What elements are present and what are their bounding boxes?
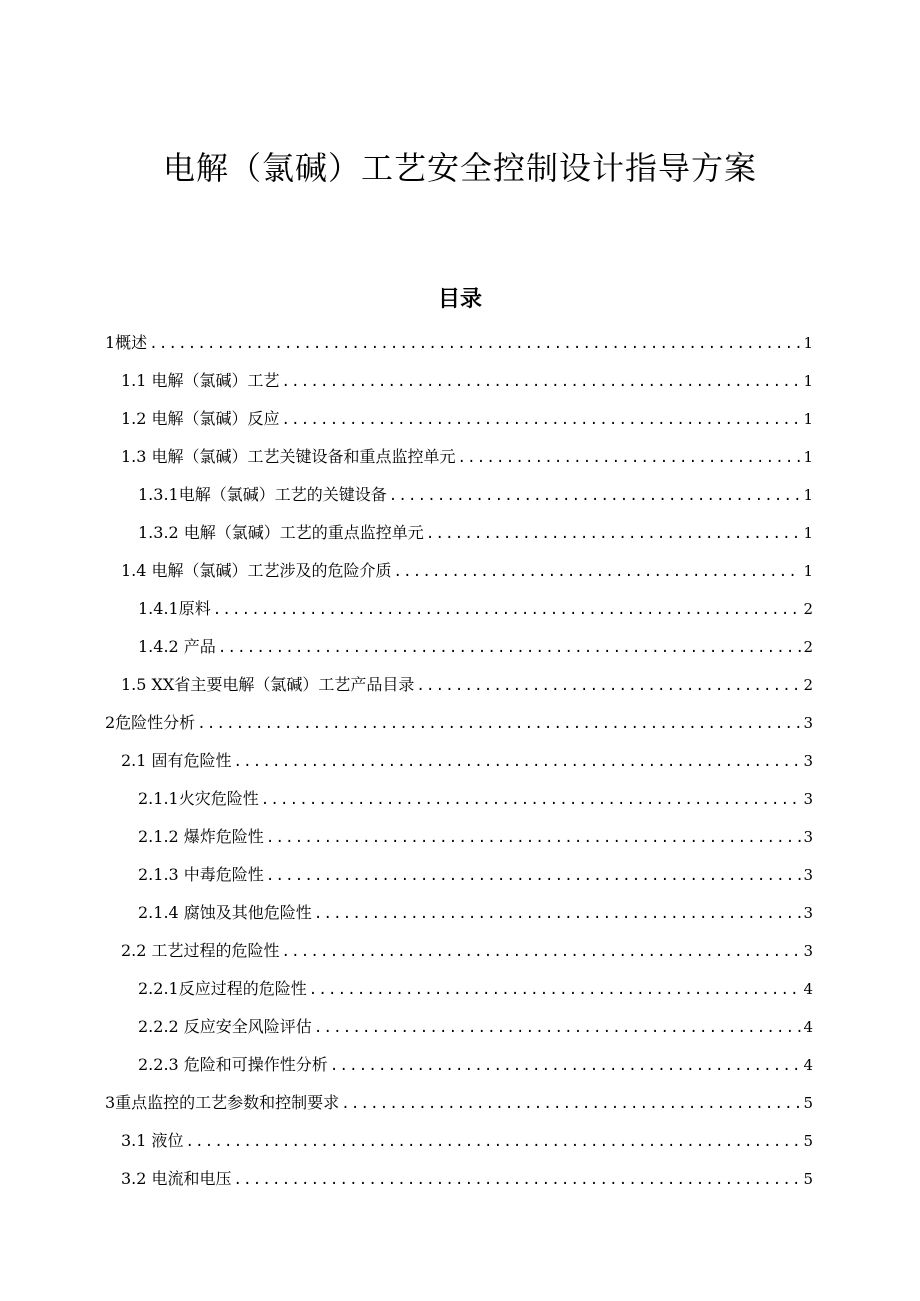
- toc-entry-label: 2.2.3 危险和可操作性分析: [138, 1055, 328, 1074]
- toc-entry[interactable]: [105, 438, 813, 476]
- toc-entry[interactable]: [105, 894, 813, 932]
- toc-dot-leader: [218, 629, 802, 667]
- toc-entry[interactable]: [105, 362, 813, 400]
- toc-entry[interactable]: [105, 400, 813, 438]
- toc-dot-leader: [261, 781, 802, 819]
- toc-entry-page: 2: [803, 676, 813, 694]
- toc-entry-label: 2.1.3 中毒危险性: [138, 865, 264, 884]
- toc-entry-label: 1.3.2 电解（氯碱）工艺的重点监控单元: [138, 523, 424, 542]
- toc-dot-leader: [234, 1161, 802, 1199]
- toc-entry-label: 1.2 电解（氯碱）反应: [121, 409, 280, 428]
- toc-entry-page: 3: [803, 904, 813, 922]
- toc-dot-leader: [266, 857, 802, 895]
- toc-entry-page: 1: [803, 372, 813, 390]
- toc-entry-label: 2.2.1反应过程的危险性: [138, 979, 307, 998]
- toc-entry[interactable]: [105, 324, 813, 362]
- toc-entry-label: 1.4.1原料: [138, 599, 211, 618]
- toc-entry-page: 3: [803, 942, 813, 960]
- toc-entry[interactable]: [105, 628, 813, 666]
- toc-entry[interactable]: [105, 856, 813, 894]
- toc-entry[interactable]: [105, 1084, 813, 1122]
- toc-entry-page: 3: [803, 828, 813, 846]
- toc-dot-leader: [389, 477, 802, 515]
- toc-entry[interactable]: [105, 476, 813, 514]
- toc-entry-label: 2危险性分析: [105, 713, 196, 732]
- toc-entry-label: 1.5 XX省主要电解（氯碱）工艺产品目录: [121, 675, 415, 694]
- toc-entry-page: 1: [803, 524, 813, 542]
- toc-entry[interactable]: [105, 818, 813, 856]
- toc-entry-page: 5: [803, 1132, 813, 1150]
- toc-dot-leader: [282, 933, 802, 971]
- toc-dot-leader: [394, 553, 802, 591]
- toc-entry[interactable]: [105, 780, 813, 818]
- toc-entry[interactable]: [105, 742, 813, 780]
- toc-entry-label: 2.1.4 腐蚀及其他危险性: [138, 903, 312, 922]
- toc-entry-label: 1.3.1电解（氯碱）工艺的关键设备: [138, 485, 387, 504]
- toc-entry-page: 2: [803, 600, 813, 618]
- toc-entry[interactable]: [105, 590, 813, 628]
- toc-entry-label: 3.2 电流和电压: [121, 1169, 232, 1188]
- toc-entry-page: 1: [803, 410, 813, 428]
- toc-entry-label: 2.1.1火灾危险性: [138, 789, 259, 808]
- toc-entry-label: 1.3 电解（氯碱）工艺关键设备和重点监控单元: [121, 447, 456, 466]
- toc-dot-leader: [309, 971, 802, 1009]
- toc-entry-page: 4: [803, 1056, 813, 1074]
- toc-dot-leader: [330, 1047, 802, 1085]
- toc-dot-leader: [282, 401, 802, 439]
- toc-entry-page: 4: [803, 1018, 813, 1036]
- toc-dot-leader: [213, 591, 802, 629]
- toc-entry-label: 2.1.2 爆炸危险性: [138, 827, 264, 846]
- toc-dot-leader: [416, 667, 801, 705]
- toc-dot-leader: [314, 895, 802, 933]
- toc-dot-leader: [197, 705, 801, 743]
- toc-entry[interactable]: [105, 1160, 813, 1198]
- toc-entry[interactable]: [105, 704, 813, 742]
- toc-entry-page: 3: [803, 866, 813, 884]
- document-title: 电解（氯碱）工艺安全控制设计指导方案: [162, 149, 757, 187]
- toc-entry-label: 3重点监控的工艺参数和控制要求: [105, 1093, 340, 1112]
- toc-entry-label: 2.2.2 反应安全风险评估: [138, 1017, 312, 1036]
- toc-dot-leader: [234, 743, 802, 781]
- toc-entry[interactable]: [105, 1122, 813, 1160]
- toc-entry-label: 3.1 液位: [121, 1131, 184, 1150]
- toc-entry-label: 1.4 电解（氯碱）工艺涉及的危险介质: [121, 561, 392, 580]
- toc-entry-page: 1: [803, 448, 813, 466]
- toc-entry[interactable]: [105, 1046, 813, 1084]
- toc-dot-leader: [341, 1085, 801, 1123]
- toc-entry-page: 5: [803, 1094, 813, 1112]
- toc-entry-page: 4: [803, 980, 813, 998]
- toc-entry-page: 1: [803, 486, 813, 504]
- toc-dot-leader: [186, 1123, 802, 1161]
- toc-entry-label: 2.2 工艺过程的危险性: [121, 941, 280, 960]
- toc-entry[interactable]: [105, 1008, 813, 1046]
- toc-entry-label: 2.1 固有危险性: [121, 751, 232, 770]
- toc-entry-page: 5: [803, 1170, 813, 1188]
- toc-entry-label: 1.4.2 产品: [138, 637, 216, 656]
- toc-entry[interactable]: [105, 514, 813, 552]
- toc-entry-page: 1: [803, 334, 813, 352]
- toc-entry[interactable]: [105, 970, 813, 1008]
- toc-entry-page: 2: [803, 638, 813, 656]
- toc-entry[interactable]: [105, 932, 813, 970]
- toc-dot-leader: [149, 325, 801, 363]
- toc-entry-page: 3: [803, 752, 813, 770]
- toc-entry[interactable]: [105, 552, 813, 590]
- toc-dot-leader: [282, 363, 802, 401]
- toc-entry[interactable]: [105, 666, 813, 704]
- toc-entry-page: 3: [803, 714, 813, 732]
- table-of-contents: [105, 324, 813, 1198]
- toc-dot-leader: [314, 1009, 802, 1047]
- toc-entry-page: 1: [803, 562, 813, 580]
- toc-entry-label: 1概述: [105, 333, 148, 352]
- toc-dot-leader: [458, 439, 802, 477]
- toc-dot-leader: [426, 515, 802, 553]
- toc-entry-label: 1.1 电解（氯碱）工艺: [121, 371, 280, 390]
- toc-entry-page: 3: [803, 790, 813, 808]
- toc-heading: 目录: [437, 287, 482, 312]
- toc-dot-leader: [266, 819, 802, 857]
